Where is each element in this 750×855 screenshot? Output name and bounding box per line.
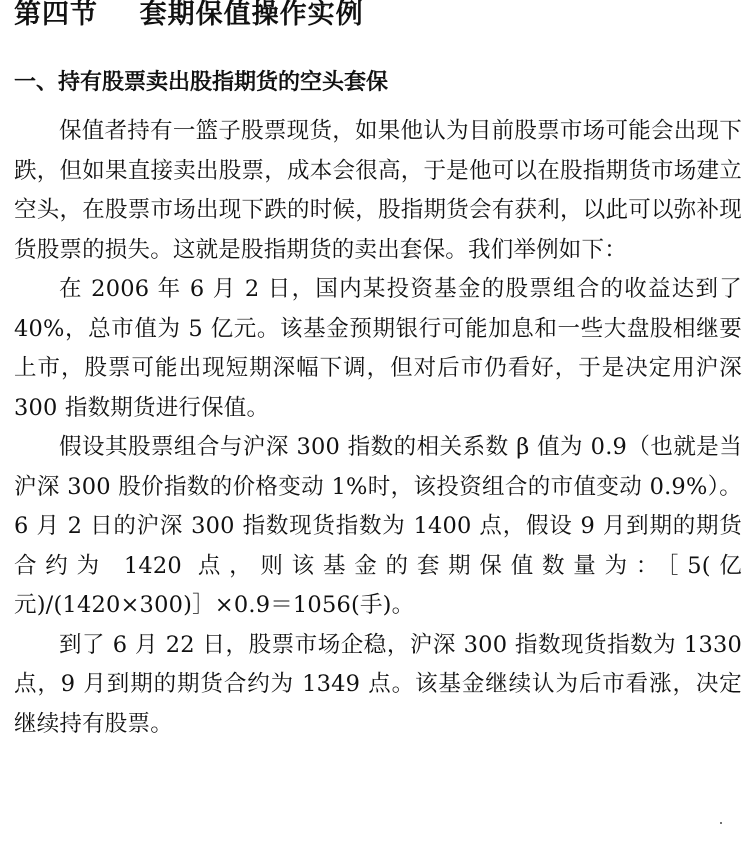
section-title: 第四节 套期保值操作实例 [14,0,364,30]
subsection-title: 一、持有股票卖出股指期货的空头套保 [14,70,389,95]
scan-speck [720,822,722,824]
paragraph-intro: 保值者持有一篮子股票现货，如果他认为目前股票市场可能会出现下跌，但如果直接卖出股票，成本会很高，于是他可以在股指期货市场建立空头，在股票市场出现下跌的时候，股指期货会有获利，以此可以弥补现货股票的损失。这就是股指期货的卖出套保。我们举例如下： [14,118,742,263]
paragraph-market-stabilized: 到了 6 月 22 日，股票市场企稳，沪深 300 指数现货指数为 1330点，9 月到期的期货合约为 1349 点。该基金继续认为后市看涨，决定继续持有股票。 [14,631,742,737]
paragraph-hedge-calculation: 假设其股票组合与沪深 300 指数的相关系数 β 值为 0.9（也就是当沪深 300 股价指数的价格变动 1%时，该投资组合的市值变动 0.9%）。6 月 2 日的沪深 300 指数现货指数为 1400 点，假设 9 月到期的期货合约为 1420 点，则该基金的套期保值数量为：［5(亿元)/(1420×300)］×0.9＝1056(手)。 [14,434,742,618]
paragraph-example-background: 在 2006 年 6 月 2 日，国内某投资基金的股票组合的收益达到了 40%，总市值为 5 亿元。该基金预期银行可能加息和一些大盘股相继要上市，股票可能出现短期深幅下调，但对后市仍看好，于是决定用沪深 300 指数期货进行保值。 [14,276,742,421]
body-text [14,112,742,744]
